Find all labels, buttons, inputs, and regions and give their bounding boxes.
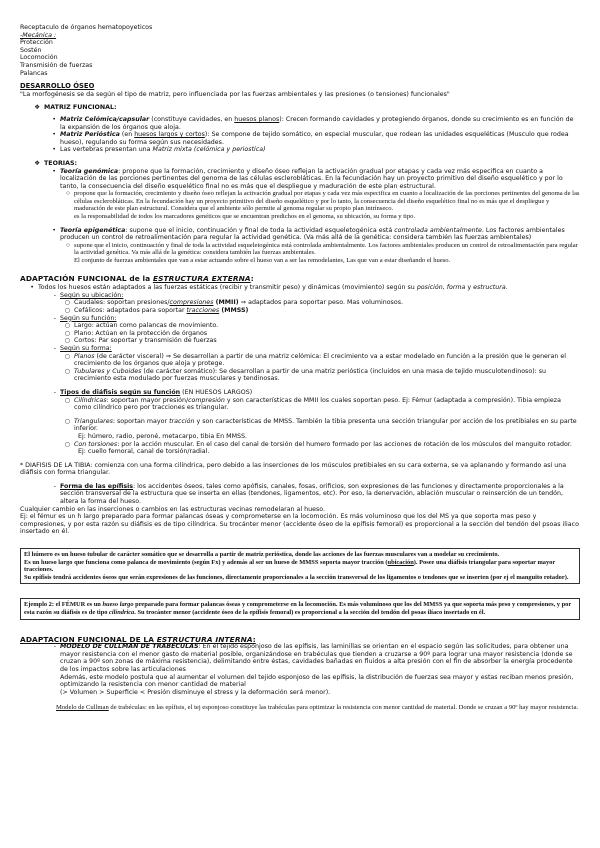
term: Teoría epigenética	[60, 226, 126, 234]
text: (EN HUESOS LARGOS)	[180, 388, 253, 396]
underlined-text: tracciones	[186, 307, 220, 314]
list-item	[56, 307, 580, 315]
cullman-serif-note	[42, 704, 580, 712]
text: ): Se compone de tejido somático, en especial muscular, que rodean las unidades esqueléticas (Musculo que rodea hueso), regulando su forma según sus necesidades.	[60, 131, 569, 146]
text: Además, este modelo postula que al aumentar el volumen del tejido esponjoso de las epífisis, la distribución de fuerzas sea mayor y estas reciban menos presión, optimizando la resistencia con menor cantidad de material	[60, 673, 574, 689]
dash-bullet-icon: -	[53, 314, 56, 322]
interna-section	[20, 636, 580, 712]
list-item	[56, 337, 580, 345]
cualquier-note: Cualquier cambio en las inserciones o cambios en las estructuras vecinas remodelaran al hueso.	[20, 505, 326, 513]
text: : propone que la formación, crecimiento y diseño óseo reflejan la activación gradual por etapas y cada vez más especifica en cuanto a localización de las porciones pertinentes del genoma de las células esclerobláticas. En la fecundación hay un proyecto primitivo del diseño esquelético y por lo tanto, la consecuencia del diseño esquelético final no es más que el despliegue y maduración de este plan estructural.	[60, 167, 563, 190]
circle-bullet-icon: ○	[64, 329, 70, 337]
list-item	[56, 242, 580, 265]
text: Es un hueso largo que funciona como palanca de movimiento (según Fx) y además al ser un hueso de MMSS soporta mayor tracción (	[24, 558, 388, 566]
text: . Los factores ambientales producen un control de retroalimentación para regular la actividad genética. (Va más allá de la genética: considera también las fuerzas ambientales)	[60, 226, 565, 242]
text: y	[465, 284, 474, 292]
text: (> Volumen > Superficie < Presión disminuye el stress y la deformación será menor).	[60, 688, 331, 696]
bullet-icon: •	[52, 146, 56, 154]
text: Cortos: Par soportar y transmisión de fuerzas	[74, 337, 217, 345]
italic-text: tracción	[169, 417, 195, 425]
list-item	[42, 483, 580, 506]
circle-bullet-icon: ○	[64, 440, 70, 448]
intro-line: Palancas	[20, 69, 48, 77]
text: propone que la formación, crecimiento y diseño óseo reflejan la activación gradual por etapas y cada vez más especifica en cuanto a localización de las porciones pertinentes del genoma de las células esclerobláticas. En la fecundación hay un proyecto primitivo del diseño esquelético y por lo tanto, la consecuencia del diseño esquelético final no es más que el despliegue y maduración de este plan estructural. Considera que el ambiente sólo permite al genoma regular su propio plan intrínseco.	[74, 190, 580, 213]
funcion-label: Según su función:	[60, 314, 117, 322]
desarrollo-quote: "La morfogénesis se da según el tipo de matriz, pero influenciada por las fuerzas ambientales y las presiones (o tensiones) funcionales"	[20, 90, 450, 98]
intro-line: Receptaculo de órganos hematopoyeticos	[20, 24, 153, 31]
dash-bullet-icon: -	[53, 291, 56, 299]
text: (en	[119, 131, 135, 139]
box-paragraph	[24, 601, 576, 616]
circle-bullet-icon: ○	[64, 307, 70, 314]
circle-bullet-icon: ○	[64, 337, 70, 345]
underlined-text: huesos planos	[234, 115, 280, 123]
term: Tubulares y Cuboides	[74, 367, 142, 375]
text: (MMII)	[213, 299, 241, 307]
femur-note: Ej: el fémur es un h largo preparado para formar palancas óseas y comprometerse en la locomoción. Es más voluminoso que los del MS ya que soporta mas peso y compresiones, y por esta razón su diáfisis es de tipo cilíndrica. Su trocánter menor (accidente óseo de la epífisis femoral) es proporcional a la sección del tendón del psoas iliaco insertado en él.	[20, 513, 579, 536]
term: Planos	[74, 352, 95, 360]
circle-bullet-icon: ○	[64, 396, 70, 404]
box-paragraph: Su epífisis tendrá accidentes óseos que serán expresiones de las funciones, directamente proporcionales a la sección transversal de los ligamentos o tendones que se inserten (por ej el manguito rotador).	[24, 573, 569, 581]
term: Triangulares	[74, 417, 113, 425]
text: y son características de MMII los cuales soportan peso. Ej: Fémur (adaptada a compresión). Tibia empieza como cilíndrico pero por tracciones es triangular.	[74, 396, 561, 412]
desarrollo-title: DESARROLLO ÓSEO	[20, 82, 95, 91]
text: Todos los huesos están adaptados a las fuerzas estáticas (recibir y transmitir peso) y dinámicas (movimiento) según su	[38, 284, 417, 292]
diafisis-tibia-note: * DIAFISIS DE LA TIBIA: comienza con una forma cilíndrica, pero debido a las inserciones de los músculos pretibiales en su cara externa, se va aplanando y formando así una diáfisis con forma triangular.	[20, 461, 567, 477]
text: Cefálicos: adaptados para soportar	[74, 307, 187, 314]
title-part: ADAPTACIÓN FUNCIONAL	[20, 273, 127, 283]
list-item	[42, 168, 580, 191]
text: (de carácter somático): Se desarrollan a partir de una matriz perióstica (incluidos en una masa de tejido musculotendinoso): su crecimiento esta modulado por fuerzas musculares y tendinosas.	[74, 367, 547, 383]
intro-section	[20, 24, 580, 77]
title-part: ESTRUCTURA INTERNA	[156, 634, 253, 644]
text: Ej: cuello femoral, canal de torsión/radial.	[78, 448, 210, 456]
text: Caudales: soportan presiones/	[74, 299, 170, 307]
list-item	[42, 146, 580, 154]
list-item	[42, 345, 580, 353]
bullet-icon: •	[52, 226, 56, 234]
dash-bullet-icon: -	[53, 344, 56, 352]
circle-bullet-icon: ○	[66, 241, 70, 249]
text: ): Crecen formando cavidades y protegiendo órganos, donde su crecimiento es en función de la expansión de los órganos que aloja.	[60, 115, 574, 131]
circle-bullet-icon: ○	[64, 322, 70, 330]
matriz-section	[20, 104, 580, 154]
italic-text: compresión	[188, 396, 225, 404]
femur-box	[20, 598, 580, 619]
text: : soportan mayor	[112, 417, 170, 425]
list-item	[42, 131, 580, 146]
underlined-text: compresiones	[169, 299, 214, 307]
text: Ejemplo 2: el FÉMUR es un	[24, 601, 103, 609]
teorias-heading	[26, 160, 580, 168]
text: : los accidentes óseos, tales como apófisis, canales, fosas, orificios, son expresiones de las funciones y directamente proporcionales a la sección transversal de la estructura que se inserta en ellas (tendones, ligamentos, etc). Por eso, la denervación, ablación muscular o reinserción de un tendón, altera la forma del hueso.	[60, 482, 564, 506]
text: .	[505, 284, 508, 292]
text: : supone que el inicio, continuación y final de toda la actividad esqueletogénica está	[125, 226, 395, 234]
text: : por la acción muscular. En el caso del canal de torsión del humero formado por las acciones de rotación de los músculos del manguito rotador.	[117, 440, 572, 448]
underlined-text: Modelo de Cullman	[56, 704, 109, 712]
dash-bullet-icon: -	[53, 482, 56, 490]
text: (MMSS)	[219, 307, 249, 314]
text: Las vertebras presentan una	[60, 146, 153, 154]
forma-label: Según su forma:	[60, 344, 112, 352]
list-item	[56, 353, 580, 368]
text: de trabéculas: en las epífisis, el tej esponjoso constituye las trabéculas para optimizar la resistencia con menor cantidad de material. Donde se cruzan a 90º hay mayor resistencia.	[108, 704, 579, 712]
humero-box	[20, 548, 580, 584]
diamond-bullet-icon: ❖	[34, 159, 40, 167]
teorias-section	[20, 160, 580, 265]
italic-text: hueso largo	[102, 601, 134, 609]
list-item	[56, 418, 580, 441]
underlined-text: huesos largos y cortos	[134, 131, 205, 139]
italic-text: controlada ambientalmente	[394, 226, 482, 234]
text: supone que el inicio, continuación y final de toda la actividad esqueletogénica está controlada ambientalmente. Los factores ambientales producen un control de retroalimentación para regular la actividad genética. Va más allá de la genética: considera también las fuerzas ambientales.	[74, 241, 578, 257]
italic-text: posición, forma	[416, 284, 466, 292]
diamond-bullet-icon: ❖	[34, 104, 40, 112]
title-part: ESTRUCTURA EXTERNA	[152, 273, 251, 283]
list-item	[42, 116, 580, 131]
title-part: :	[250, 273, 254, 283]
list-item	[56, 190, 580, 220]
list-item	[42, 227, 580, 242]
ubicacion-label: Según su ubicación:	[60, 291, 124, 299]
list-item	[56, 368, 580, 383]
externa-section	[20, 275, 580, 536]
term: Cilíndricas	[74, 396, 107, 404]
bullet-icon: •	[52, 167, 56, 175]
arrow-icon: ⇒	[240, 299, 247, 307]
text: Se desarrollan a partir de una matriz celómica: El crecimiento va a estar modelado en función a la presión que le generan el crecimiento de los órganos que aloja y protege.	[74, 352, 566, 368]
diafisis-label: Tipos de diáfisis según su función	[60, 388, 181, 396]
list-item	[56, 397, 580, 412]
text: preparado para formar palancas óseas y comprometerse en la locomoción. Es más voluminoso que los del MMSS ya que soporta más peso y compresiones, y por esta razón su diáfisis es de tipo	[24, 601, 572, 616]
intro-line: Transmisión de fuerzas	[20, 61, 93, 69]
circle-bullet-icon: ○	[64, 352, 70, 360]
list-item	[56, 299, 580, 307]
arrow-icon: ⇒	[165, 352, 172, 360]
circle-bullet-icon: ○	[64, 417, 70, 425]
title-part: ADAPTACION FUNCIONAL DE LA	[20, 634, 157, 644]
title-part: de la	[126, 273, 153, 283]
dash-bullet-icon: -	[53, 643, 56, 651]
title-part: :	[252, 634, 256, 644]
epifisis-label: Forma de las epífisis	[60, 482, 134, 490]
circle-bullet-icon: ○	[66, 190, 70, 198]
dash-bullet-icon: -	[53, 388, 56, 396]
term: Con torsiones	[74, 440, 118, 448]
mecanica-label: -Mecánica :	[20, 31, 57, 39]
text: (de carácter visceral)	[94, 352, 166, 360]
text: adaptados para soportar peso. Mas voluminosos.	[246, 299, 403, 307]
text: ). Posee una diáfisis triangular para soportar mayor tracciones.	[24, 558, 556, 574]
term: Teoría genómica	[60, 167, 119, 175]
text: : soportan mayor presión/	[106, 396, 189, 404]
list-item	[42, 643, 580, 696]
term: MODELO DE CULLMAN DE TRABÉCULAS	[60, 643, 199, 651]
term: Matriz Celómica/capsular	[60, 115, 150, 123]
list-item	[20, 284, 580, 292]
italic-text: estructura	[473, 284, 506, 292]
text: Plano: Actúan en la protección de órganos	[74, 329, 208, 337]
text: Largo: actúan como palancas de movimiento.	[74, 322, 219, 330]
text: : En el tejido esponjoso de las epífisis, las laminillas se orientan en el espacio según las solicitudes, para obtener una mayor resistencia con el menor gasto de material posible, organizándose en trabéculas que tienden a cruzarse a 90º para lograr una mayor resistencia (donde se cruzan a 90º son zonas de máxima resistencia), delimitando entre éstas, cavidades bañadas en fluidos a alta presión con el fin de absorber la energía procedente de los impactos sobre las articulaciones	[60, 643, 573, 673]
list-item	[42, 389, 580, 397]
list-item	[56, 441, 580, 456]
italic-text: cilíndrica	[109, 609, 135, 616]
box-paragraph: El húmero es un hueso tubular de carácter somático que se desarrolla a partir de matriz perióstica, donde las acciones de las fuerzas musculares van a modelar su crecimiento.	[24, 551, 500, 559]
list-item	[42, 292, 580, 300]
text: es la responsabilidad de todos los marcadores genéticos que se encuentran predichos en el genoma, su ubicación, su forma y tipo.	[74, 213, 416, 221]
teorias-title: TEORIAS:	[44, 159, 78, 167]
term: Matriz Perióstica	[60, 131, 120, 139]
bullet-icon: •	[30, 284, 34, 292]
circle-bullet-icon: ○	[64, 367, 70, 375]
bullet-icon: •	[52, 131, 56, 139]
matriz-title: MATRIZ FUNCIONAL:	[44, 104, 117, 112]
text: . Su trocánter menor (accidente óseo de la epífisis femoral) es proporcional a la sección del tendón del psoas ilíaco insertado en él.	[134, 609, 486, 616]
underlined-text: ubicación	[387, 558, 414, 566]
intro-line: Sostén	[20, 46, 42, 54]
intro-line: Locomoción	[20, 54, 58, 62]
bullet-icon: •	[52, 115, 56, 123]
intro-line: Protección	[20, 39, 53, 47]
externa-title	[20, 275, 580, 283]
term: Matriz mixta (celómica y periostica)	[152, 146, 266, 154]
text: y son características de MMSS. También la tibia presenta una sección triangular por acción de los pretibiales en su parte inferior.	[74, 417, 577, 433]
text: (constituye cavidades, en	[149, 115, 235, 123]
box-paragraph	[24, 559, 576, 574]
desarrollo-section	[20, 83, 580, 98]
text: El conjunto de fuerzas ambientales que van a estar actuando sobre el hueso van a ser las remodelantes, Las que van a estar diseñando el hueso.	[74, 257, 451, 265]
circle-bullet-icon: ○	[64, 299, 70, 307]
list-item	[56, 322, 580, 330]
matriz-heading	[26, 104, 580, 112]
text: Ej: húmero, radio, peroné, metacarpo, tibia En MMSS.	[78, 432, 248, 440]
